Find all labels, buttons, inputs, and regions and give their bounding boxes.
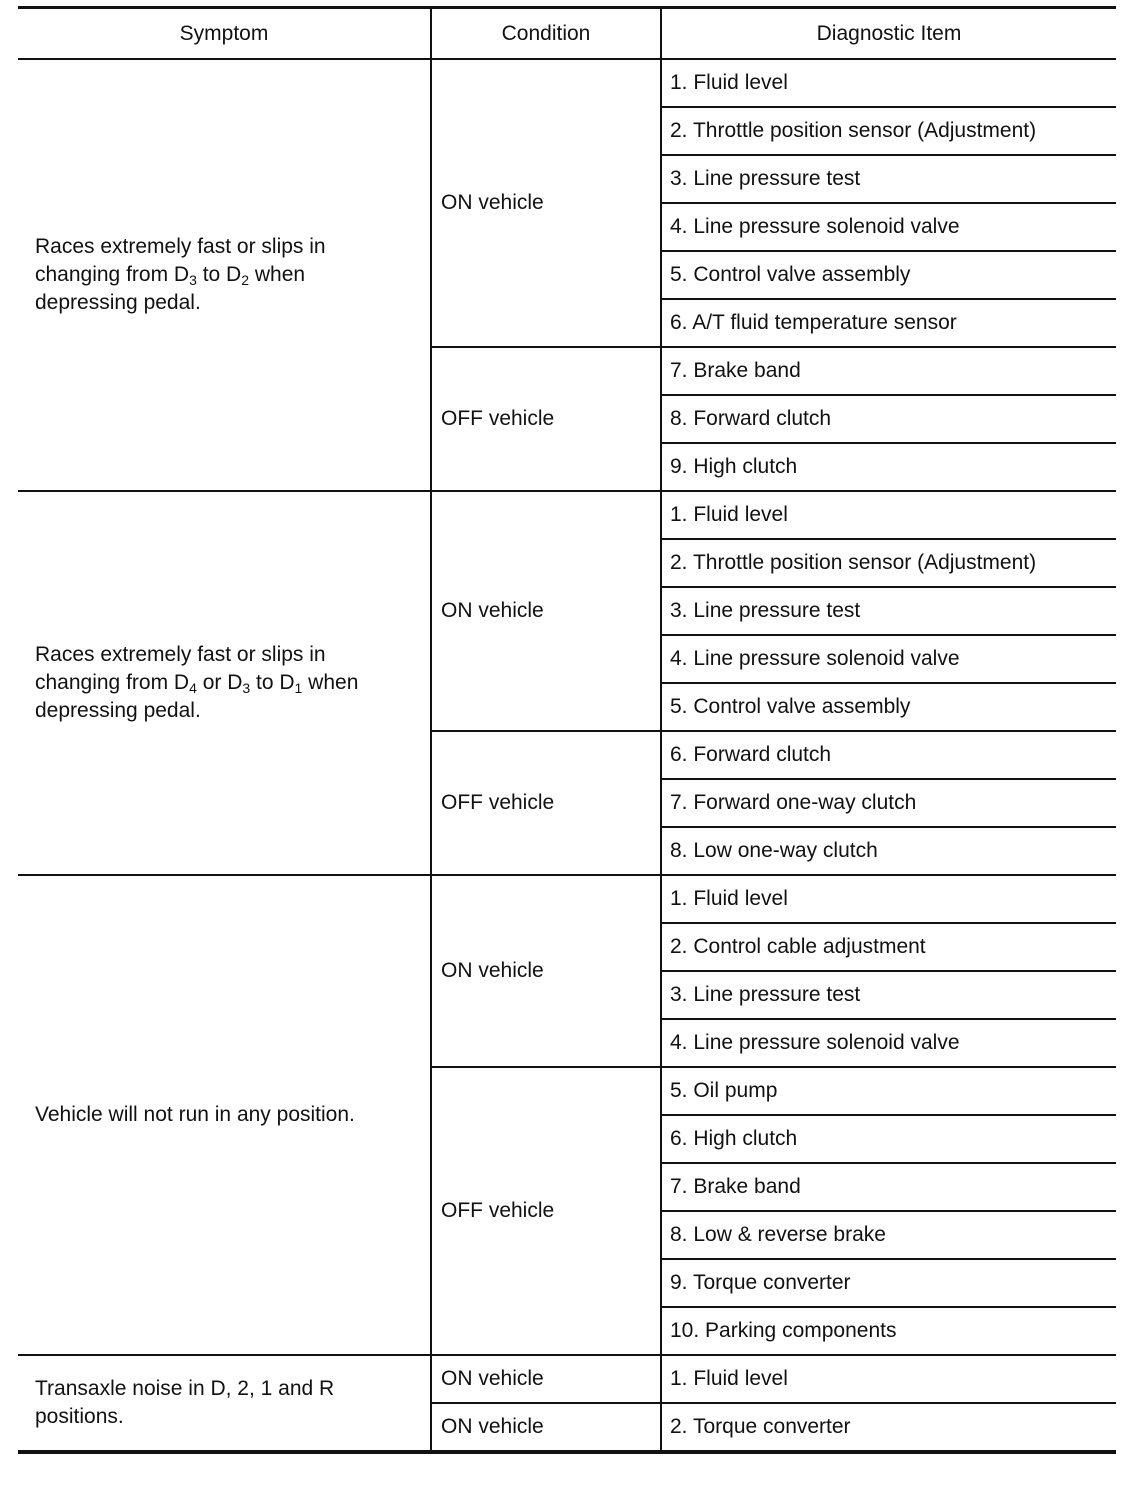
header-symptom: Symptom — [18, 8, 431, 60]
diagnostic-item: 3. Line pressure test — [661, 971, 1116, 1019]
symptom-cell-2: Races extremely fast or slips in changing from $D_4$ or $D_3$ to $D_1$ when depressing pedal. — [18, 491, 431, 875]
diagnostic-item: 1. Fluid level — [661, 1355, 1116, 1403]
header-condition: Condition — [431, 8, 661, 60]
condition-cell: ON vehicle — [431, 1403, 661, 1452]
diagnostic-item: 7. Brake band — [661, 347, 1116, 395]
diagnostic-item: 7. Forward one-way clutch — [661, 779, 1116, 827]
diagnostic-item: 5. Oil pump — [661, 1067, 1116, 1115]
condition-cell: ON vehicle — [431, 1355, 661, 1403]
diagnostic-item: 8. Low one-way clutch — [661, 827, 1116, 875]
diagnostic-item: 6. Forward clutch — [661, 731, 1116, 779]
diagnostic-item: 7. Brake band — [661, 1163, 1116, 1211]
diagnostic-item: 1. Fluid level — [661, 491, 1116, 539]
condition-cell: OFF vehicle — [431, 1067, 661, 1355]
diagnostic-table-container — [18, 6, 1116, 1454]
symptom-cell-4: Transaxle noise in D, 2, 1 and R positions. — [18, 1355, 431, 1452]
header-row — [18, 8, 1116, 60]
diagnostic-item: 4. Line pressure solenoid valve — [661, 203, 1116, 251]
diagnostic-item: 2. Torque converter — [661, 1403, 1116, 1452]
diagnostic-item: 2. Throttle position sensor (Adjustment) — [661, 107, 1116, 155]
diagnostic-item: 5. Control valve assembly — [661, 683, 1116, 731]
diagnostic-item: 4. Line pressure solenoid valve — [661, 635, 1116, 683]
diagnostic-item: 8. Forward clutch — [661, 395, 1116, 443]
condition-cell: OFF vehicle — [431, 347, 661, 491]
table-row — [18, 59, 1116, 107]
symptom-cell-3: Vehicle will not run in any position. — [18, 875, 431, 1355]
diagnostic-item: 2. Throttle position sensor (Adjustment) — [661, 539, 1116, 587]
condition-cell: ON vehicle — [431, 491, 661, 731]
diagnostic-item: 10. Parking components — [661, 1307, 1116, 1355]
condition-cell: ON vehicle — [431, 875, 661, 1067]
diagnostic-item: 1. Fluid level — [661, 875, 1116, 923]
condition-cell: OFF vehicle — [431, 731, 661, 875]
table-row — [18, 1355, 1116, 1403]
symptom-cell-1: Races extremely fast or slips in changing from $D_3$ to $D_2$ when depressing pedal. — [18, 59, 431, 491]
diagnostic-item: 9. High clutch — [661, 443, 1116, 491]
diagnostic-item: 3. Line pressure test — [661, 587, 1116, 635]
diagnostic-item: 3. Line pressure test — [661, 155, 1116, 203]
header-diagnostic-item: Diagnostic Item — [661, 8, 1116, 60]
diagnostic-item: 8. Low & reverse brake — [661, 1211, 1116, 1259]
condition-cell: ON vehicle — [431, 59, 661, 347]
diagnostic-item: 5. Control valve assembly — [661, 251, 1116, 299]
diagnostic-item: 1. Fluid level — [661, 59, 1116, 107]
diagnostic-item: 2. Control cable adjustment — [661, 923, 1116, 971]
diagnostic-item: 6. A/T fluid temperature sensor — [661, 299, 1116, 347]
diagnostic-table — [18, 6, 1116, 1454]
table-row — [18, 875, 1116, 923]
diagnostic-item: 9. Torque converter — [661, 1259, 1116, 1307]
table-row — [18, 491, 1116, 539]
diagnostic-item: 6. High clutch — [661, 1115, 1116, 1163]
diagnostic-item: 4. Line pressure solenoid valve — [661, 1019, 1116, 1067]
